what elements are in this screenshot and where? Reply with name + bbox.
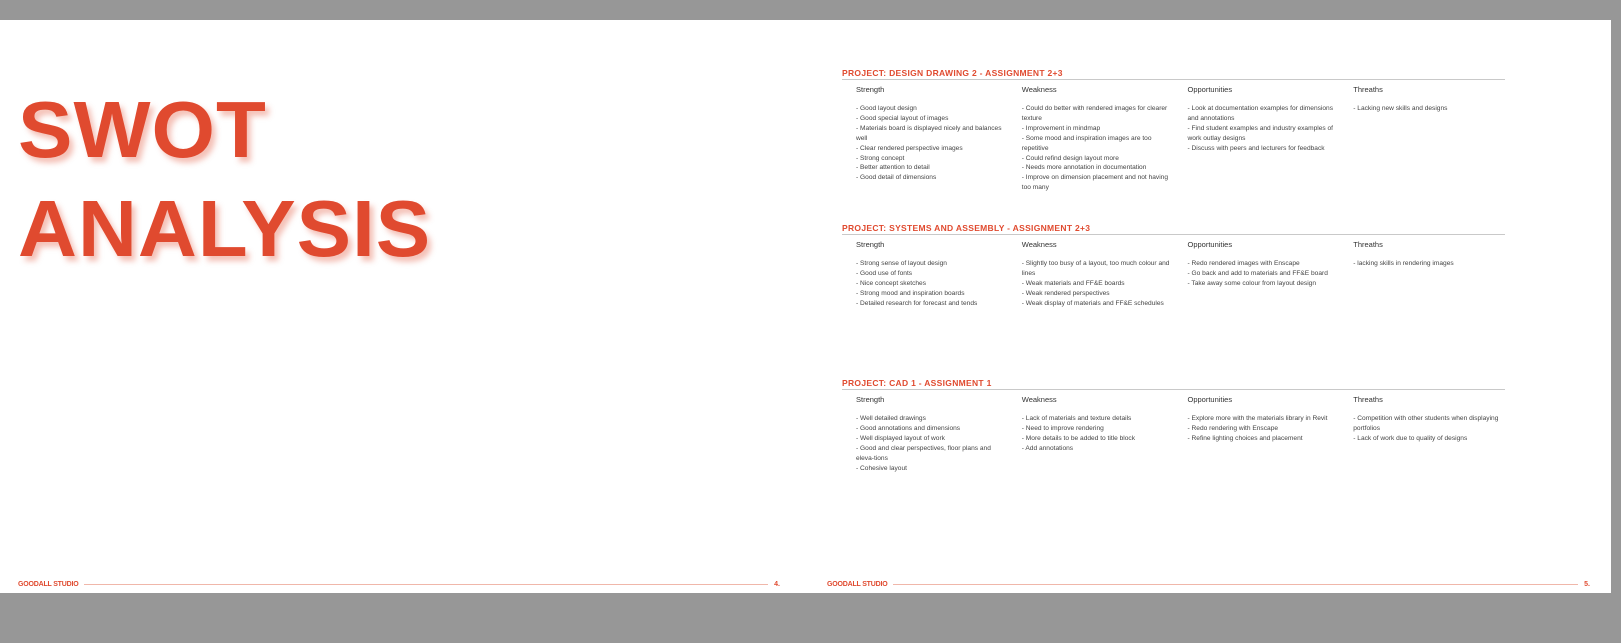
strength-column [842, 239, 1008, 309]
opportunities-column [1174, 394, 1340, 473]
section-heading: PROJECT: SYSTEMS AND ASSEMBLY - ASSIGNMENT 2+3 [842, 223, 1505, 235]
swot-list [1188, 259, 1340, 289]
swot-list [1353, 259, 1505, 269]
swot-item: - Weak display of materials and FF&E schedules [1021, 299, 1164, 307]
swot-item: - Weak rendered perspectives [1021, 289, 1110, 297]
page-number: 4. [774, 580, 780, 588]
swot-item: - Strong mood and inspiration boards [856, 289, 965, 297]
opportunities-column [1174, 84, 1340, 193]
column-header: Threaths [1353, 395, 1383, 404]
swot-list [1188, 414, 1340, 444]
swot-item: - Well detailed drawings [856, 415, 926, 422]
footer-brand: GOODALL STUDIO [18, 580, 79, 588]
swot-item: - Needs more annotation in documentation [1021, 164, 1147, 172]
swot-item: - Need to improve rendering [1021, 424, 1104, 432]
swot-item: - Detailed research for forecast and tends [856, 299, 978, 307]
threats-column [1339, 394, 1505, 473]
column-header: Weakness [1021, 240, 1057, 249]
swot-item: - Good detail of dimensions [856, 174, 937, 182]
column-header: Strength [856, 395, 885, 404]
title-line-1: SWOT [18, 85, 267, 174]
column-header: Weakness [1021, 85, 1057, 94]
threats-column [1339, 84, 1505, 193]
weakness-column [1008, 239, 1174, 309]
swot-item: - Strong sense of layout design [856, 260, 947, 267]
threats-column [1339, 239, 1505, 309]
swot-item: - Take away some colour from layout design [1187, 279, 1317, 287]
swot-columns [842, 394, 1505, 473]
swot-item: - Go back and add to materials and FF&E board [1187, 269, 1328, 277]
strength-column [842, 84, 1008, 193]
swot-item: - More details to be added to title block [1021, 434, 1136, 442]
opportunities-column [1174, 239, 1340, 309]
swot-item: - Could do better with rendered images for clearer texture [1021, 105, 1168, 122]
swot-columns [842, 239, 1505, 309]
swot-item: - Weak materials and FF&E boards [1021, 279, 1125, 287]
swot-section-design-drawing [842, 68, 1505, 193]
column-header: Threaths [1353, 85, 1383, 94]
document-spread [0, 20, 1611, 593]
page-number: 5. [1584, 580, 1590, 588]
swot-list [1022, 259, 1174, 309]
swot-item: - Competition with other students when displaying portfolios [1353, 415, 1499, 432]
section-heading: PROJECT: CAD 1 - ASSIGNMENT 1 [842, 378, 1505, 390]
column-header: Opportunities [1187, 395, 1233, 404]
swot-item: - Could refind design layout more [1021, 154, 1119, 162]
weakness-column [1008, 394, 1174, 473]
swot-item: - Good annotations and dimensions [856, 424, 961, 432]
swot-item: - Refine lighting choices and placement [1187, 434, 1303, 442]
swot-item: - Materials board is displayed nicely and balances well [856, 124, 1002, 142]
swot-item: - Add annotations [1021, 444, 1074, 452]
swot-list [1353, 414, 1505, 444]
swot-item: - Lack of materials and texture details [1021, 415, 1132, 422]
swot-list [856, 414, 1008, 473]
swot-item: - Redo rendered images with Enscape [1187, 260, 1300, 267]
swot-item: - Good layout design [856, 105, 917, 112]
swot-list [1353, 104, 1505, 114]
column-header: Threaths [1353, 240, 1383, 249]
page-title [18, 80, 431, 278]
swot-columns [842, 84, 1505, 193]
weakness-column [1008, 84, 1174, 193]
swot-item: - Lack of work due to quality of designs [1353, 434, 1468, 442]
swot-list [856, 104, 1008, 183]
column-header: Strength [856, 85, 885, 94]
swot-item: - Discuss with peers and lecturers for feedback [1187, 144, 1325, 152]
swot-item: - Clear rendered perspective images [856, 144, 963, 152]
swot-item: - Well displayed layout of work [856, 434, 945, 442]
swot-item: - Good special layout of images [856, 114, 949, 122]
swot-item: - Improve on dimension placement and not having too many [1021, 174, 1168, 192]
column-header: Opportunities [1187, 240, 1233, 249]
swot-list [1022, 104, 1174, 193]
swot-item: - Find student examples and industry examples of work outlay designs [1187, 124, 1334, 142]
title-line-2: ANALYSIS [18, 184, 432, 273]
column-header: Strength [856, 240, 885, 249]
swot-list [1188, 104, 1340, 154]
column-header: Weakness [1021, 395, 1057, 404]
swot-item: - Good use of fonts [856, 269, 913, 277]
swot-item: - Strong concept [856, 154, 905, 162]
swot-item: - Look at documentation examples for dimensions and annotations [1187, 105, 1334, 122]
swot-item: - Improvement in mindmap [1021, 124, 1101, 132]
swot-item: - Explore more with the materials library in Revit [1187, 415, 1328, 422]
footer-rule [84, 584, 768, 585]
swot-item: - Nice concept sketches [856, 279, 926, 287]
swot-list [1022, 414, 1174, 454]
strength-column [842, 394, 1008, 473]
swot-section-systems-assembly [842, 223, 1505, 309]
footer-right [827, 579, 1590, 589]
section-heading: PROJECT: DESIGN DRAWING 2 - ASSIGNMENT 2+3 [842, 68, 1505, 80]
footer-rule [893, 584, 1578, 585]
swot-item: - Lacking new skills and designs [1353, 105, 1448, 112]
swot-item: - Good and clear perspectives, floor plans and eleva-tions [856, 444, 991, 462]
swot-item: - Slightly too busy of a layout, too much colour and lines [1021, 260, 1170, 277]
footer-left [18, 579, 780, 589]
swot-section-cad [842, 378, 1505, 473]
column-header: Opportunities [1187, 85, 1233, 94]
swot-item: - Some mood and inspiration images are too repetitive [1021, 134, 1152, 152]
swot-item: - Better attention to detail [856, 164, 930, 172]
swot-item: - Cohesive layout [856, 464, 907, 472]
swot-item: - lacking skills in rendering images [1353, 260, 1454, 267]
swot-item: - Redo rendering with Enscape [1187, 424, 1279, 432]
footer-brand: GOODALL STUDIO [827, 580, 888, 588]
swot-list [856, 259, 1008, 309]
